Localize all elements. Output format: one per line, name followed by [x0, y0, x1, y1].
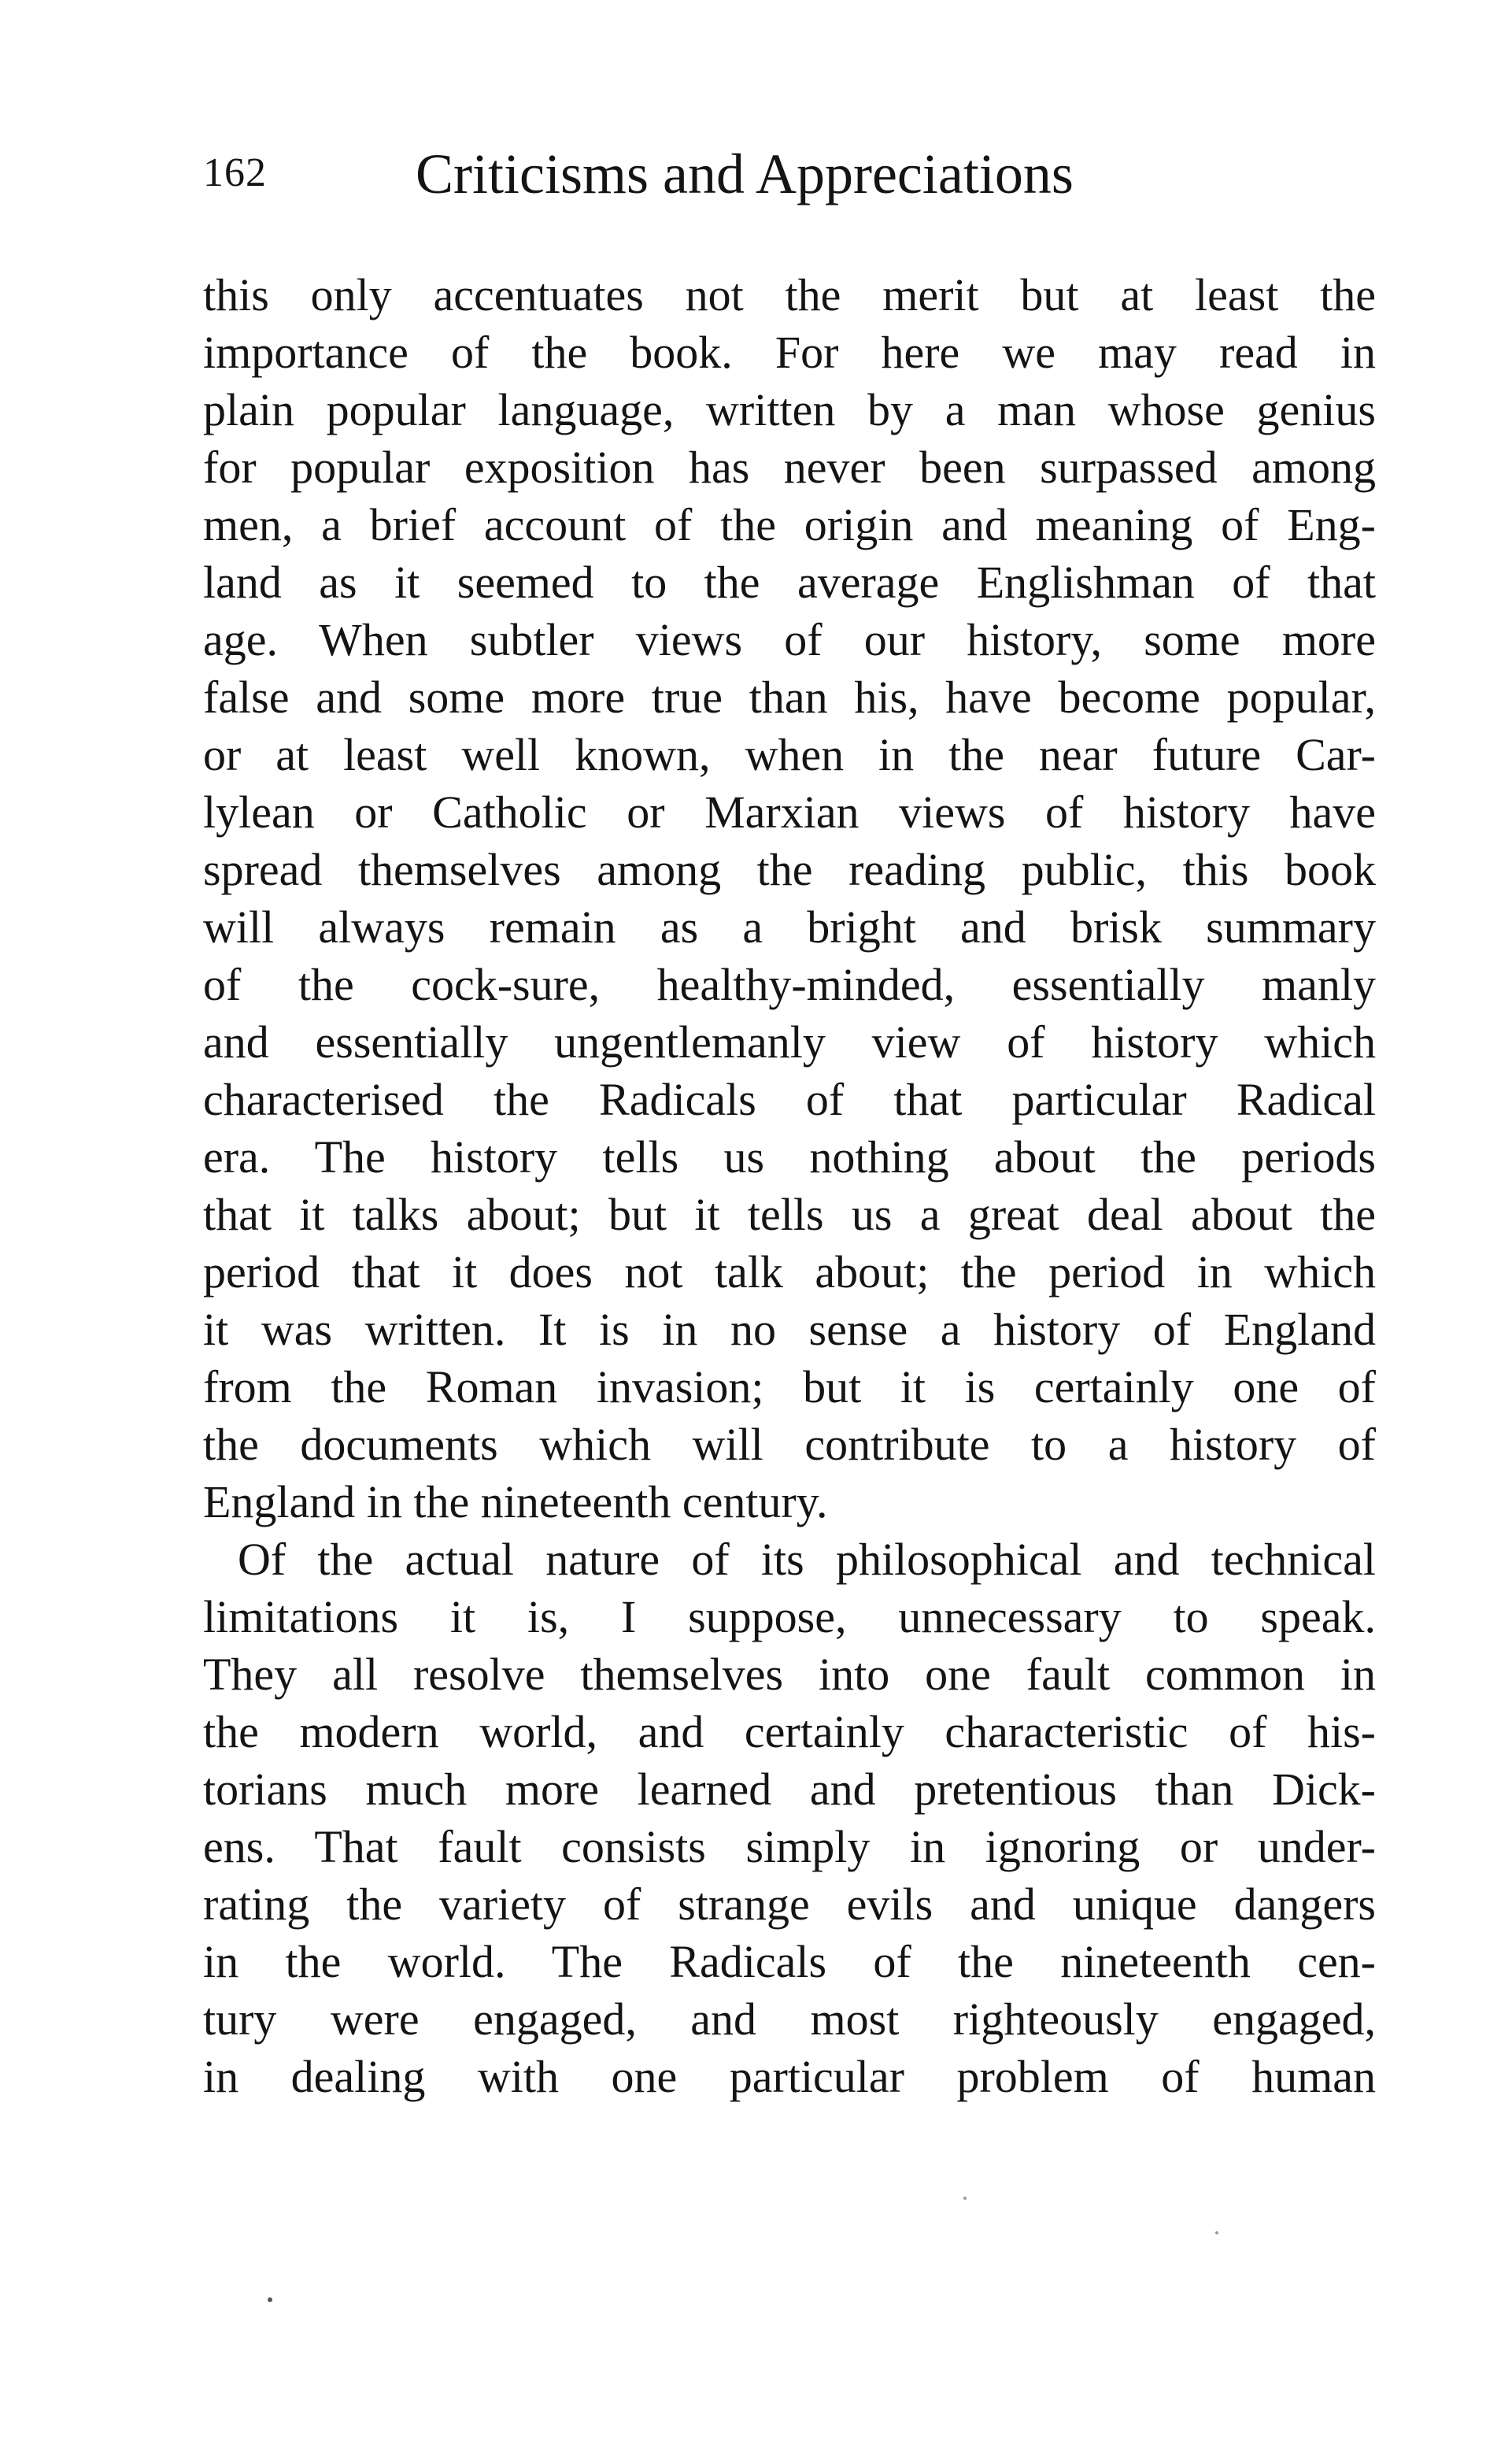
- scan-speck: [268, 2297, 272, 2302]
- text-line: the documents which will contribute to a history of: [203, 1419, 1376, 1470]
- text-line: They all resolve themselves into one fault common in: [203, 1649, 1376, 1700]
- text-line: period that it does not talk about; the period in which: [203, 1246, 1376, 1297]
- text-line: in the world. The Radicals of the nineteenth cen-: [203, 1936, 1376, 1987]
- text-line: will always remain as a bright and brisk summary: [203, 901, 1376, 953]
- text-line: this only accentuates not the merit but at least the: [203, 269, 1376, 320]
- text-line: torians much more learned and pretentious than Dick-: [203, 1764, 1376, 1815]
- text-line: characterised the Radicals of that particular Radical: [203, 1074, 1376, 1125]
- text-line: ens. That fault consists simply in ignoring or under-: [203, 1821, 1376, 1872]
- text-line: importance of the book. For here we may read in: [203, 327, 1376, 378]
- page-number: 162: [203, 150, 267, 195]
- text-line: from the Roman invasion; but it is certainly one of: [203, 1361, 1376, 1412]
- running-header: [203, 142, 1376, 213]
- body-text: [203, 266, 1376, 2105]
- text-line: limitations it is, I suppose, unnecessary to speak.: [203, 1591, 1376, 1642]
- running-title: Criticisms and Appreciations: [416, 143, 1074, 205]
- text-line: the modern world, and certainly characteristic of his-: [203, 1706, 1376, 1757]
- text-line: or at least well known, when in the near future Car-: [203, 729, 1376, 780]
- text-line: age. When subtler views of our history, some more: [203, 614, 1376, 665]
- paragraph-2: [203, 1531, 1376, 2105]
- text-line: that it talks about; but it tells us a great deal about the: [203, 1189, 1376, 1240]
- text-line: it was written. It is in no sense a history of England: [203, 1304, 1376, 1355]
- text-line: spread themselves among the reading public, this book: [203, 844, 1376, 895]
- text-line: rating the variety of strange evils and unique dangers: [203, 1879, 1376, 1930]
- text-line: tury were engaged, and most righteously engaged,: [203, 1993, 1376, 2045]
- text-line: men, a brief account of the origin and meaning of Eng-: [203, 499, 1376, 550]
- text-line: era. The history tells us nothing about the periods: [203, 1131, 1376, 1183]
- text-line: of the cock-sure, healthy-minded, essentially manly: [203, 959, 1376, 1010]
- scan-speck: [963, 2197, 967, 2200]
- scan-speck: [1215, 2231, 1218, 2234]
- text-line: Of the actual nature of its philosophical and technical: [238, 1534, 1376, 1585]
- text-line: land as it seemed to the average Englishman of that: [203, 557, 1376, 608]
- text-line: plain popular language, written by a man whose genius: [203, 384, 1376, 435]
- text-line: in dealing with one particular problem of human: [203, 2051, 1376, 2102]
- text-line: for popular exposition has never been surpassed among: [203, 442, 1376, 493]
- text-line: England in the nineteenth century.: [203, 1476, 828, 1527]
- text-line: and essentially ungentlemanly view of history which: [203, 1016, 1376, 1068]
- text-line: lylean or Catholic or Marxian views of history have: [203, 787, 1376, 838]
- paragraph-1: [203, 266, 1376, 1531]
- text-line: false and some more true than his, have become popular,: [203, 672, 1376, 723]
